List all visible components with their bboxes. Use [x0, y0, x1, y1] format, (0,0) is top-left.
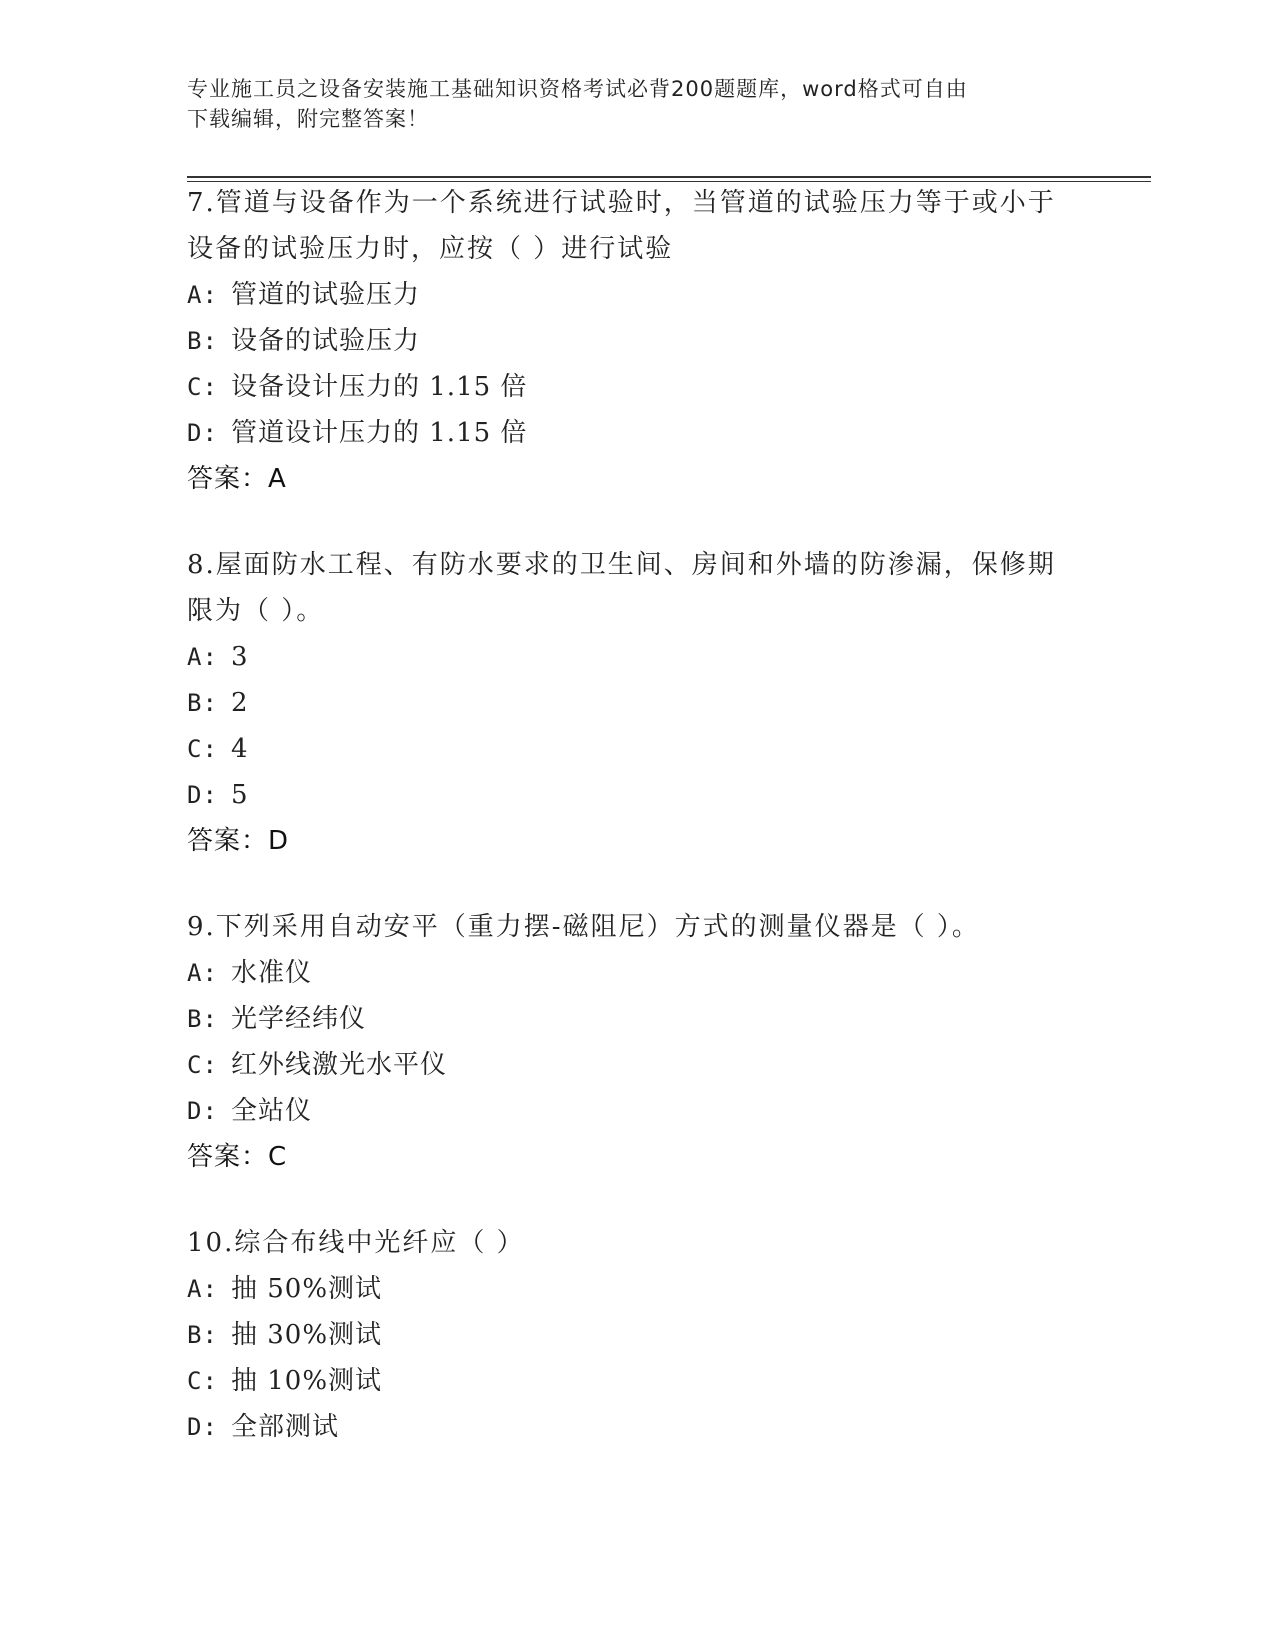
option-letter: D: [187, 419, 218, 447]
option-text: 2 [231, 688, 249, 718]
question-stem: 7.管道与设备作为一个系统进行试验时，当管道的试验压力等于或小于设备的试验压力时，应按（ ）进行试验 [187, 188, 1056, 264]
option-d [187, 1088, 1067, 1134]
option-letter: B: [187, 1321, 218, 1349]
question-stem: 9.下列采用自动安平（重力摆-磁阻尼）方式的测量仪器是（ ）。 [187, 912, 980, 942]
option-text: 光学经纬仪 [231, 1004, 367, 1034]
question-stem: 8.屋面防水工程、有防水要求的卫生间、房间和外墙的防渗漏，保修期限为（ ）。 [187, 550, 1056, 626]
option-a [187, 950, 1067, 996]
question-10 [187, 1220, 1067, 1450]
option-letter: A: [187, 281, 218, 309]
option-c [187, 1042, 1067, 1088]
option-text: 抽 10%测试 [231, 1366, 383, 1396]
option-letter: C: [187, 1367, 218, 1395]
option-text: 全站仪 [231, 1096, 313, 1126]
answer-line: 答案：A [187, 464, 287, 494]
option-b [187, 680, 1067, 726]
option-letter: A: [187, 1275, 218, 1303]
option-c [187, 726, 1067, 772]
option-text: 抽 50%测试 [231, 1274, 383, 1304]
option-letter: C: [187, 1051, 218, 1079]
option-text: 4 [231, 734, 249, 764]
option-c [187, 364, 1067, 410]
option-letter: C: [187, 735, 218, 763]
option-a [187, 272, 1067, 318]
option-text: 全部测试 [231, 1412, 340, 1442]
answer-line: 答案：D [187, 826, 290, 856]
option-text: 红外线激光水平仪 [231, 1050, 448, 1080]
question-9 [187, 904, 1067, 1180]
option-b [187, 318, 1067, 364]
option-text: 3 [231, 642, 249, 672]
question-stem: 10.综合布线中光纤应（ ） [187, 1228, 525, 1258]
option-text: 管道的试验压力 [231, 280, 421, 310]
option-text: 5 [231, 780, 249, 810]
question-7 [187, 180, 1067, 502]
option-a [187, 1266, 1067, 1312]
option-letter: D: [187, 1097, 218, 1125]
option-letter: D: [187, 781, 218, 809]
question-8 [187, 542, 1067, 864]
option-a [187, 634, 1067, 680]
option-letter: D: [187, 1413, 218, 1441]
option-letter: B: [187, 327, 218, 355]
option-b [187, 996, 1067, 1042]
header-line-2: 下载编辑，附完整答案！ [187, 107, 429, 131]
option-d [187, 772, 1067, 818]
answer-line: 答案：C [187, 1142, 288, 1172]
option-text: 水准仪 [231, 958, 313, 988]
option-letter: B: [187, 1005, 218, 1033]
option-b [187, 1312, 1067, 1358]
option-text: 抽 30%测试 [231, 1320, 383, 1350]
option-d [187, 410, 1067, 456]
option-d [187, 1404, 1067, 1450]
option-letter: A: [187, 959, 218, 987]
header-line-1: 专业施工员之设备安装施工基础知识资格考试必背200题题库，word格式可自由 [187, 77, 968, 101]
option-letter: B: [187, 689, 218, 717]
document-header [187, 74, 1067, 134]
option-c [187, 1358, 1067, 1404]
option-text: 设备的试验压力 [231, 326, 421, 356]
option-text: 管道设计压力的 1.15 倍 [231, 418, 528, 448]
header-divider-thick [187, 176, 1151, 178]
option-letter: A: [187, 643, 218, 671]
option-text: 设备设计压力的 1.15 倍 [231, 372, 528, 402]
option-letter: C: [187, 373, 218, 401]
